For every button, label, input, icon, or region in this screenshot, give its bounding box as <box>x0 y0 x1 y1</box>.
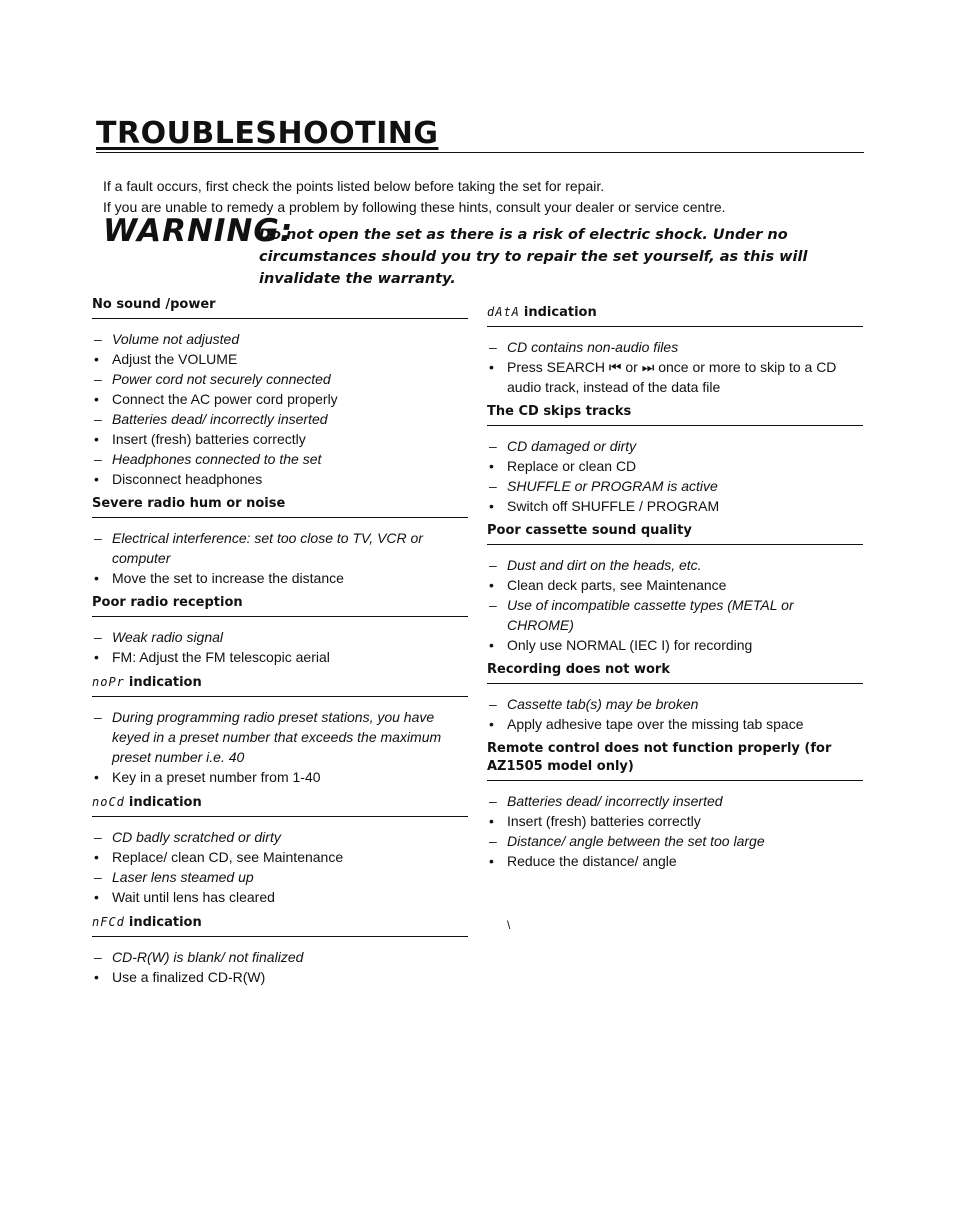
dash-marker: – <box>94 411 102 427</box>
bullet-marker: • <box>94 570 99 586</box>
hint-list <box>92 947 468 987</box>
dash-marker: – <box>489 339 497 355</box>
cause-item <box>487 436 863 456</box>
dash-marker: – <box>94 629 102 645</box>
display-code: noPr <box>92 675 125 689</box>
troubleshoot-section <box>487 403 863 516</box>
cause-item <box>92 329 468 349</box>
section-title <box>92 296 468 319</box>
hint-list <box>487 337 863 397</box>
item-text: Replace or clean CD <box>507 458 637 474</box>
section-title-text: indication <box>128 795 202 810</box>
dash-marker: – <box>94 331 102 347</box>
section-title <box>487 403 863 426</box>
warning-text: Do not open the set as there is a risk of electric shock. Under no circumstances should you try to repair the set yourself, as this will invalidate the warranty. <box>259 227 808 287</box>
remedy-item <box>92 647 468 667</box>
section-title-text: Poor radio reception <box>92 595 243 610</box>
cause-item <box>487 555 863 575</box>
dash-marker: – <box>94 869 102 885</box>
left-column <box>92 296 468 993</box>
item-text: During programming radio preset stations, you have keyed in a preset number that exceeds the maximum preset number i.e. 40 <box>112 709 442 765</box>
item-text: Cassette tab(s) may be broken <box>507 696 699 712</box>
section-title <box>92 594 468 617</box>
item-text: Batteries dead/ incorrectly inserted <box>507 793 723 809</box>
item-text: CD damaged or dirty <box>507 438 637 454</box>
dash-marker: – <box>94 451 102 467</box>
troubleshoot-section <box>92 594 468 667</box>
dash-marker: – <box>489 597 497 613</box>
troubleshoot-section <box>487 303 863 397</box>
item-text: Power cord not securely connected <box>112 371 331 387</box>
hint-list <box>92 707 468 787</box>
item-text: CD badly scratched or dirty <box>112 829 281 845</box>
section-title <box>92 673 468 697</box>
troubleshoot-section <box>92 793 468 907</box>
cause-item <box>92 867 468 887</box>
item-text: Key in a preset number from 1-40 <box>112 769 321 785</box>
remedy-item <box>487 811 863 831</box>
intro-line: If a fault occurs, first check the points listed below before taking the set for repair. <box>103 178 605 194</box>
item-text: SHUFFLE or PROGRAM is active <box>507 478 718 494</box>
cause-item <box>92 707 468 767</box>
remedy-item <box>487 851 863 871</box>
section-title-text: Remote control does not function properly (for AZ1505 model only) <box>487 741 832 774</box>
cause-item <box>487 476 863 496</box>
section-title <box>92 913 468 937</box>
warning-label: WARNING: <box>103 213 294 249</box>
display-code: nFCd <box>92 915 125 929</box>
dash-marker: – <box>489 696 497 712</box>
cause-item <box>487 337 863 357</box>
bullet-marker: • <box>489 813 494 829</box>
cause-item <box>92 627 468 647</box>
hint-list <box>487 436 863 516</box>
bullet-marker: • <box>94 351 99 367</box>
item-text: Headphones connected to the set <box>112 451 322 467</box>
item-text: Use of incompatible cassette types (METAL or CHROME) <box>507 597 794 633</box>
item-text: CD contains non-audio files <box>507 339 679 355</box>
remedy-item <box>92 887 468 907</box>
section-title <box>487 740 863 781</box>
dash-marker: – <box>94 829 102 845</box>
section-title <box>487 661 863 684</box>
item-text: Weak radio signal <box>112 629 224 645</box>
section-title <box>92 495 468 518</box>
item-text: Wait until lens has cleared <box>112 889 275 905</box>
section-title <box>92 793 468 817</box>
dash-marker: – <box>489 557 497 573</box>
bullet-marker: • <box>94 471 99 487</box>
section-title-text: indication <box>128 675 202 690</box>
remedy-item <box>92 568 468 588</box>
troubleshoot-section <box>92 673 468 787</box>
section-title <box>487 522 863 545</box>
remedy-item <box>487 456 863 476</box>
item-text: Distance/ angle between the set too large <box>507 833 765 849</box>
item-text: Press SEARCH ⏮ or ⏭ once or more to skip to a CD audio track, instead of the data file <box>507 359 837 395</box>
section-title-text: The CD skips tracks <box>487 404 632 419</box>
troubleshoot-section <box>92 495 468 588</box>
title-rule <box>96 152 864 153</box>
bullet-marker: • <box>94 849 99 865</box>
item-text: CD-R(W) is blank/ not finalized <box>112 949 304 965</box>
remedy-item <box>92 349 468 369</box>
hint-list <box>92 528 468 588</box>
item-text: Insert (fresh) batteries correctly <box>112 431 306 447</box>
item-text: Volume not adjusted <box>112 331 240 347</box>
remedy-item <box>487 496 863 516</box>
dash-marker: – <box>489 833 497 849</box>
troubleshoot-section <box>487 740 863 871</box>
section-title <box>487 303 863 327</box>
remedy-item <box>487 357 863 397</box>
bullet-marker: • <box>94 391 99 407</box>
display-code: dAtA <box>487 305 520 319</box>
dash-marker: – <box>94 530 102 546</box>
item-text: Apply adhesive tape over the missing tab space <box>507 716 804 732</box>
hint-list <box>487 555 863 655</box>
cause-item <box>92 947 468 967</box>
hint-list <box>487 694 863 734</box>
bullet-marker: • <box>489 359 494 375</box>
display-code: noCd <box>92 795 125 809</box>
remedy-item <box>92 469 468 489</box>
section-title-text: Recording does not work <box>487 662 670 677</box>
item-text: Move the set to increase the distance <box>112 570 344 586</box>
section-title-text: Severe radio hum or noise <box>92 496 286 511</box>
cause-item <box>92 827 468 847</box>
hint-list <box>92 827 468 907</box>
remedy-item <box>92 767 468 787</box>
item-text: Laser lens steamed up <box>112 869 254 885</box>
cause-item <box>92 528 468 568</box>
item-text: Clean deck parts, see Maintenance <box>507 577 727 593</box>
remedy-item <box>92 967 468 987</box>
item-text: Disconnect headphones <box>112 471 263 487</box>
item-text: Insert (fresh) batteries correctly <box>507 813 701 829</box>
item-text: Only use NORMAL (IEC I) for recording <box>507 637 753 653</box>
section-title-text: No sound /power <box>92 297 216 312</box>
troubleshoot-section <box>92 296 468 489</box>
cause-item <box>487 595 863 635</box>
remedy-item <box>92 847 468 867</box>
item-text: Adjust the VOLUME <box>112 351 238 367</box>
section-title-text: Poor cassette sound quality <box>487 523 692 538</box>
intro-line: If you are unable to remedy a problem by following these hints, consult your dealer or service centre. <box>103 199 726 215</box>
hint-list <box>487 791 863 871</box>
item-text: Dust and dirt on the heads, etc. <box>507 557 702 573</box>
item-text: Reduce the distance/ angle <box>507 853 677 869</box>
dash-marker: – <box>489 793 497 809</box>
intro <box>103 176 726 218</box>
item-text: Electrical interference: set too close to TV, VCR or computer <box>112 530 423 566</box>
item-text: Batteries dead/ incorrectly inserted <box>112 411 328 427</box>
bullet-marker: • <box>94 769 99 785</box>
dash-marker: – <box>94 949 102 965</box>
cause-item <box>92 369 468 389</box>
remedy-item <box>487 635 863 655</box>
bullet-marker: • <box>94 889 99 905</box>
item-text: Use a finalized CD-R(W) <box>112 969 266 985</box>
bullet-marker: • <box>489 458 494 474</box>
troubleshoot-section <box>487 661 863 734</box>
dash-marker: – <box>94 709 102 725</box>
dash-marker: – <box>489 478 497 494</box>
bullet-marker: • <box>94 649 99 665</box>
section-title-text: indication <box>523 305 597 320</box>
bullet-marker: • <box>489 716 494 732</box>
hint-list <box>92 627 468 667</box>
cause-item <box>92 409 468 429</box>
bullet-marker: • <box>94 431 99 447</box>
dash-marker: – <box>94 371 102 387</box>
cause-item <box>487 791 863 811</box>
hint-list <box>92 329 468 489</box>
remedy-item <box>92 429 468 449</box>
item-text: FM: Adjust the FM telescopic aerial <box>112 649 330 665</box>
troubleshoot-section <box>92 913 468 987</box>
cause-item <box>487 694 863 714</box>
item-text: Replace/ clean CD, see Maintenance <box>112 849 344 865</box>
cause-item <box>487 831 863 851</box>
remedy-item <box>487 575 863 595</box>
bullet-marker: • <box>489 637 494 653</box>
section-title-text: indication <box>128 915 202 930</box>
bullet-marker: • <box>489 498 494 514</box>
cause-item <box>92 449 468 469</box>
item-text: Switch off SHUFFLE / PROGRAM <box>507 498 720 514</box>
right-column <box>487 303 863 877</box>
page-title: TROUBLESHOOTING <box>96 116 439 151</box>
dash-marker: – <box>489 438 497 454</box>
bullet-marker: • <box>94 969 99 985</box>
stray-mark: \ <box>507 918 511 932</box>
bullet-marker: • <box>489 577 494 593</box>
remedy-item <box>487 714 863 734</box>
troubleshoot-section <box>487 522 863 655</box>
remedy-item <box>92 389 468 409</box>
item-text: Connect the AC power cord properly <box>112 391 338 407</box>
bullet-marker: • <box>489 853 494 869</box>
